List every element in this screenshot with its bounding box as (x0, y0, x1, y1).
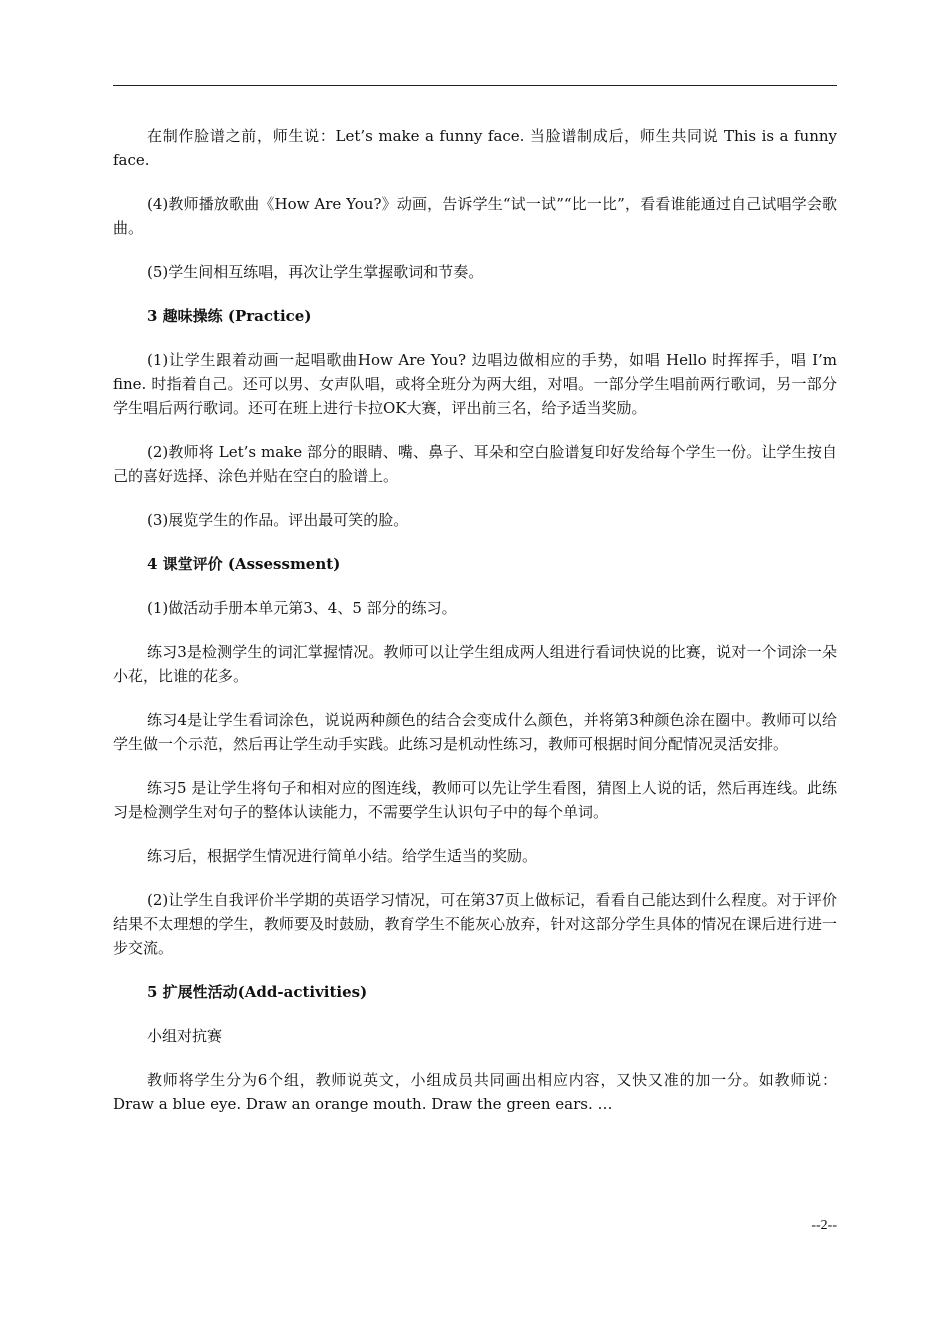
paragraph-practice-3: (3)展览学生的作品。评出最可笑的脸。 (147, 511, 409, 529)
document-body (113, 124, 837, 1136)
paragraph-group-contest: 教师将学生分为6个组，教师说英文，小组成员共同画出相应内容，又快又准的加一分。如教师说：Draw a blue eye. Draw an orange mouth. Draw the green ears. … (113, 1071, 837, 1113)
paragraph-group-contest-title: 小组对抗赛 (147, 1027, 223, 1045)
paragraph-step-4: (4)教师播放歌曲《How Are You?》动画，告诉学生“试一试”“比一比”，看看谁能通过自己试唱学会歌曲。 (113, 195, 837, 237)
paragraph-assessment-1: (1)做活动手册本单元第3、4、5 部分的练习。 (147, 599, 457, 617)
paragraph-assessment-2: (2)让学生自我评价半学期的英语学习情况，可在第37页上做标记，看看自己能达到什么程度。对于评价结果不太理想的学生，教师要及时鼓励，教育学生不能灰心放弃，针对这部分学生具体的情况在课后进行进一步交流。 (113, 891, 837, 957)
paragraph-exercise-5: 练习5 是让学生将句子和相对应的图连线，教师可以先让学生看图，猜图上人说的话，然后再连线。此练习是检测学生对句子的整体认读能力，不需要学生认识句子中的每个单词。 (113, 779, 837, 821)
header-rule (113, 85, 837, 86)
paragraph-exercise-3: 练习3是检测学生的词汇掌握情况。教师可以让学生组成两人组进行看词快说的比赛，说对一个词涂一朵小花，比谁的花多。 (113, 643, 837, 685)
paragraph-face-dialogue: 在制作脸谱之前，师生说：Let’s make a funny face. 当脸谱制成后，师生共同说 This is a funny face. (113, 127, 837, 169)
paragraph-step-5: (5)学生间相互练唱，再次让学生掌握歌词和节奏。 (147, 263, 484, 281)
section-heading-practice: 3 趣味操练 (Practice) (147, 307, 312, 325)
paragraph-summary: 练习后，根据学生情况进行简单小结。给学生适当的奖励。 (147, 847, 538, 865)
paragraph-practice-1: (1)让学生跟着动画一起唱歌曲How Are You? 边唱边做相应的手势，如唱 Hello 时挥挥手，唱 I’m fine. 时指着自己。还可以男、女声队唱，或将全班分为两大组，对唱。一部分学生唱前两行歌词，另一部分学生唱后两行歌词。还可在班上进行卡拉OK大赛，评出前三名，给予适当奖励。 (113, 351, 837, 417)
section-heading-add-activities: 5 扩展性活动(Add-activities) (147, 983, 368, 1001)
page-number: --2-- (811, 1218, 837, 1233)
paragraph-exercise-4: 练习4是让学生看词涂色，说说两种颜色的结合会变成什么颜色，并将第3种颜色涂在圈中。教师可以给学生做一个示范，然后再让学生动手实践。此练习是机动性练习，教师可根据时间分配情况灵活安排。 (113, 711, 837, 753)
paragraph-practice-2: (2)教师将 Let’s make 部分的眼睛、嘴、鼻子、耳朵和空白脸谱复印好发给每个学生一份。让学生按自己的喜好选择、涂色并贴在空白的脸谱上。 (113, 443, 837, 485)
section-heading-assessment: 4 课堂评价 (Assessment) (147, 555, 341, 573)
